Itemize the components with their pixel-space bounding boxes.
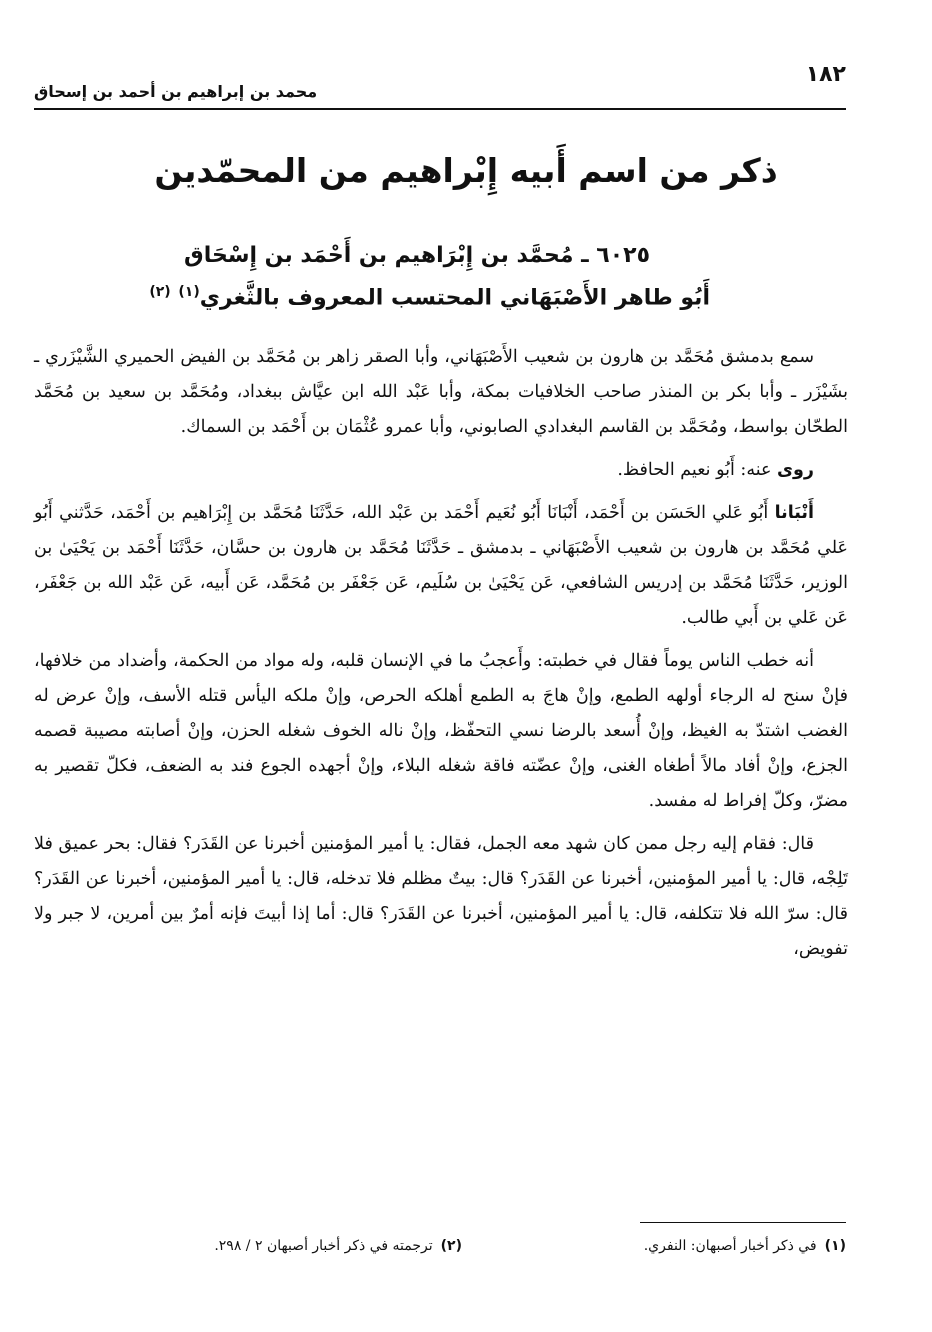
footnote-number: (١) (824, 1238, 846, 1254)
paragraph-isnad (34, 496, 848, 636)
paragraph-text: أَبُو عَلي الحَسَن بن أَحْمَد، أَنْبَانَا أَبُو نُعَيم أَحْمَد بن عَبْد الله، حَدَّثَنَا مُحَمَّد بن إِبْرَاهيم بن أَحْمَد، حَدَّثني أَبُو عَلي مُحَمَّد بن هارون بن شعيب الأَصْبَهَاني ـ بدمشق ـ حَدَّثَنَا مُحَمَّد بن هارون بن حسَّان، حَدَّثَنَا أَحْمَد بن يَحْيَىٰ بن الوزير، حَدَّثَنَا مُحَمَّد بن إدريس الشافعي، عَن يَحْيَىٰ بن سُلَيم، عَن جَعْفَر بن مُحَمَّد، عَن أَبيه، عَن عَبْد الله بن جَعْفَر، عَن عَلي بن أَبي طالب. (34, 503, 848, 628)
footnote-text: في ذكر أخبار أصبهان: النفري. (643, 1238, 817, 1254)
paragraph-qadar: قال: فقام إليه رجل ممن كان شهد معه الجمل، فقال: يا أمير المؤمنين أخبرنا عن القَدَر؟ فقال: بحر عميق فلا تَلِجْه، قال: يا أمير المؤمنين، أخبرنا عن القَدَر؟ قال: بيتٌ مظلم فلا تدخله، قال: يا أمير المؤمنين، أخبرنا عن القَدَر؟ قال: سرّ الله فلا تتكلفه، قال: يا أمير المؤمنين، أخبرنا عن القَدَر؟ قال: أما إذا أبيتَ فإنه أمرٌ بين أمرين، لا جبر ولا تفويض، (34, 834, 848, 959)
paragraph-text: عنه: أَبُو نعيم الحافظ. (617, 460, 777, 480)
body-text (34, 340, 848, 975)
paragraph-teachers: سمع بدمشق مُحَمَّد بن هارون بن شعيب الأَصْبَهَاني، وأبا الصقر زاهر بن مُحَمَّد بن الفيض الحميري الشَّيْزَري ـ بشَيْزَر ـ وأبا بكر بن المنذر صاحب الخلافيات بمكة، وأبا عَبْد الله ابن عيَّاش ببغداد، ومُحَمَّد بن سعيد بن مُحَمَّد الطحّان بواسط، ومُحَمَّد بن القاسم البغدادي الصابوني، وأبا عمرو عُثْمَان بن أَحْمَد بن السماك. (34, 347, 848, 437)
entry-heading-line-2 (40, 274, 710, 316)
running-title: محمد بن إبراهيم بن أحمد بن إسحاق (34, 82, 318, 101)
page-number: ١٨٢ (805, 62, 846, 87)
footnote-ref-1: (١) (178, 284, 200, 300)
footnote-divider (640, 1222, 846, 1223)
footnote-text: ترجمته في ذكر أخبار أصبهان ٢ / ٢٩٨. (214, 1238, 433, 1254)
entry-heading (40, 238, 710, 316)
lead-word: روى (777, 460, 814, 480)
footnote-ref-2: (٢) (149, 284, 171, 300)
running-head (34, 62, 846, 110)
paragraph-narrators (34, 453, 848, 488)
lead-word: أَنْبَانا (774, 503, 815, 523)
entry-heading-line-1: ٦٠٢٥ ـ مُحمَّد بن إِبْرَاهيم بن أَحْمَد بن إِسْحَاق (184, 243, 650, 268)
entry-heading-name: أَبُو طاهر الأَصْبَهَاني المحتسب المعروف بالثَّغري (199, 285, 710, 311)
section-title: ذكر من اسم أَبيه إِبْراهيم من المحمّدين (154, 151, 778, 190)
paragraph-sermon: أنه خطب الناس يوماً فقال في خطبته: وأَعجبُ ما في الإنسان قلبه، وله مواد من الحكمة، وأضداد من خلافها، فإنْ سنح له الرجاء أولهه الطمع، وإنْ هاجَ به الطمع أهلكه الحرص، وإنْ ملكه اليأس قتله الأسف، وإنْ عرض له الغضب اشتدّ به الغيظ، وإنْ أُسعد بالرضا نسي التحفّظ، وإنْ ناله الخوف شغله الحزن، وإنْ أصابته مصيبة قصمه الجزع، وإنْ أفاد مالاً أطغاه الغنى، وإنْ عضّته فاقة شغله البلاء، وإنْ أجهده الجوع فند به الضعف، فكلّ تقصير به مضرّ، وكلّ إفراط له مفسد. (34, 651, 848, 811)
footnote-2 (214, 1236, 462, 1256)
footnote-number: (٢) (440, 1238, 462, 1254)
footnote-1 (644, 1236, 846, 1256)
